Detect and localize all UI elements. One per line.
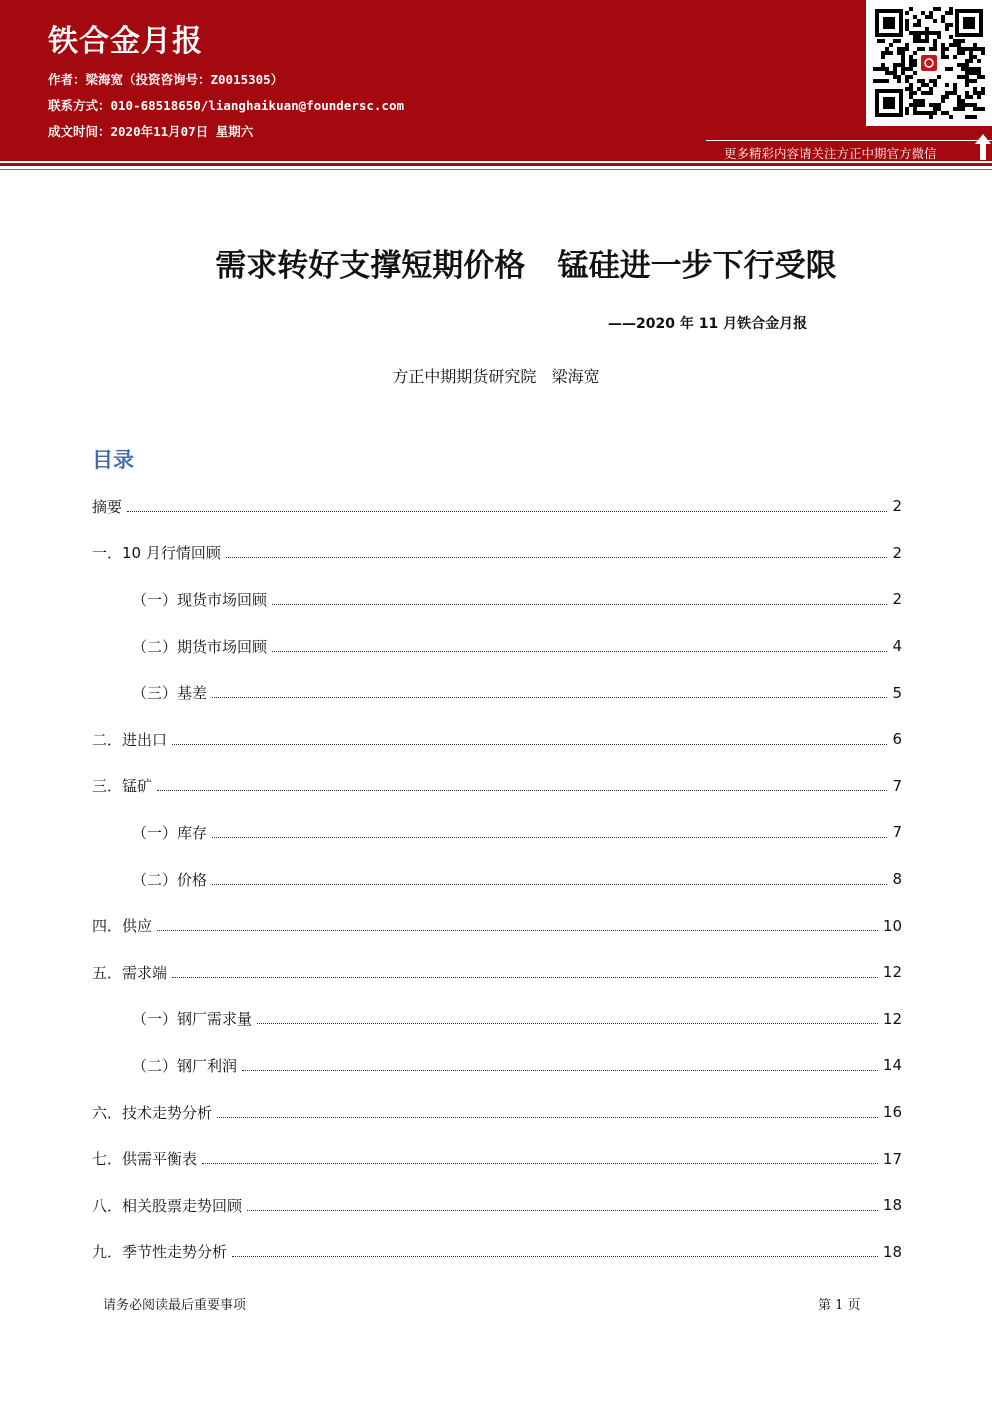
toc-entry-page: 18 (882, 1242, 902, 1261)
toc-leader-dots (247, 1210, 878, 1211)
toc-entry-label: 八．相关股票走势回顾 (92, 1196, 243, 1215)
toc-entry-page: 5 (892, 683, 902, 702)
toc-entry[interactable] (92, 1135, 902, 1182)
toc-leader-dots (212, 697, 887, 698)
toc-entry[interactable] (92, 576, 902, 623)
toc-entry-label: 九．季节性走势分析 (92, 1243, 228, 1262)
toc-entry-label: （三）基差 (132, 684, 208, 703)
toc-leader-dots (202, 1163, 878, 1164)
toc-entry-label: （二）期货市场回顾 (132, 637, 268, 656)
toc-leader-dots (272, 651, 887, 652)
toc-entry-label: 三．锰矿 (92, 777, 153, 796)
toc-entry-label: （二）钢厂利润 (132, 1056, 238, 1075)
toc-entry-label: 二．进出口 (92, 730, 168, 749)
toc-entry[interactable] (92, 809, 902, 856)
header-stripe-thin (0, 169, 992, 170)
toc-entry-label: （一）现货市场回顾 (132, 590, 268, 609)
toc-entry-page: 14 (882, 1056, 902, 1075)
toc-entry-label: （一）钢厂需求量 (132, 1010, 253, 1029)
toc-entry-label: 七．供需平衡表 (92, 1150, 198, 1169)
toc-leader-dots (226, 557, 888, 558)
toc-entry[interactable] (92, 1089, 902, 1136)
follow-wechat-text: 更多精彩内容请关注方正中期官方微信 (724, 146, 937, 161)
toc-leader-dots (172, 744, 887, 745)
toc-entry[interactable] (92, 1042, 902, 1089)
up-arrow-icon (975, 134, 991, 160)
toc-entry-page: 17 (882, 1149, 902, 1168)
page-number: 第 1 页 (818, 1298, 861, 1313)
toc-leader-dots (232, 1256, 878, 1257)
toc-entry-label: （一）库存 (132, 823, 208, 842)
toc-entry-page: 2 (892, 590, 902, 609)
author-info: 作者：梁海宽（投资咨询号：Z0015305） (48, 72, 284, 87)
toc-entry-page: 12 (882, 963, 902, 982)
footer-notice: 请务必阅读最后重要事项 (103, 1298, 247, 1313)
toc-entry-page: 2 (892, 497, 902, 516)
toc-leader-dots (127, 511, 887, 512)
toc-leader-dots (217, 1117, 878, 1118)
header-stripe (0, 163, 992, 166)
toc-entry-page: 18 (882, 1196, 902, 1215)
toc-leader-dots (172, 977, 878, 978)
toc-entry-label: 四．供应 (92, 917, 153, 936)
contact-info: 联系方式：010-68518650/lianghaikuan@foundersc.com (48, 98, 404, 113)
toc-entry[interactable] (92, 530, 902, 577)
toc-entry[interactable] (92, 902, 902, 949)
report-name: 铁合金月报 (48, 24, 203, 59)
toc-entry-label: 六．技术走势分析 (92, 1103, 213, 1122)
toc-leader-dots (157, 790, 887, 791)
author-line: 方正中期期货研究院 梁海宽 (392, 367, 600, 386)
toc-leader-dots (257, 1023, 878, 1024)
qr-code-icon (866, 0, 992, 126)
toc-entry[interactable] (92, 996, 902, 1043)
toc-entry[interactable] (92, 623, 902, 670)
report-date: 成文时间：2020年11月07日 星期六 (48, 124, 254, 139)
toc-leader-dots (212, 837, 887, 838)
toc-entry-page: 8 (892, 870, 902, 889)
toc-entry[interactable] (92, 716, 902, 763)
toc-entry-page: 4 (892, 637, 902, 656)
toc-leader-dots (272, 604, 887, 605)
toc-entry-page: 2 (892, 543, 902, 562)
toc-entry-page: 7 (892, 776, 902, 795)
toc-entry-page: 16 (882, 1103, 902, 1122)
table-of-contents (92, 483, 902, 1275)
toc-entry-page: 10 (882, 916, 902, 935)
toc-entry[interactable] (92, 1229, 902, 1276)
header-divider (706, 140, 992, 141)
toc-leader-dots (242, 1070, 878, 1071)
toc-leader-dots (157, 930, 878, 931)
toc-entry[interactable] (92, 949, 902, 996)
toc-entry[interactable] (92, 763, 902, 810)
toc-entry-page: 12 (882, 1009, 902, 1028)
toc-entry-label: 一．10 月行情回顾 (92, 544, 221, 563)
toc-entry-label: 摘要 (92, 497, 123, 516)
toc-heading: 目录 (92, 448, 134, 472)
toc-entry[interactable] (92, 669, 902, 716)
toc-entry[interactable] (92, 1182, 902, 1229)
toc-entry[interactable] (92, 856, 902, 903)
toc-entry-page: 6 (892, 730, 902, 749)
report-header (0, 0, 992, 161)
toc-entry-label: 五．需求端 (92, 963, 168, 982)
toc-entry-page: 7 (892, 823, 902, 842)
report-subtitle: ——2020 年 11 月铁合金月报 (608, 316, 808, 332)
toc-entry[interactable] (92, 483, 902, 530)
report-title: 需求转好支撑短期价格 锰硅进一步下行受限 (215, 248, 837, 284)
toc-leader-dots (212, 884, 887, 885)
toc-entry-label: （二）价格 (132, 870, 208, 889)
